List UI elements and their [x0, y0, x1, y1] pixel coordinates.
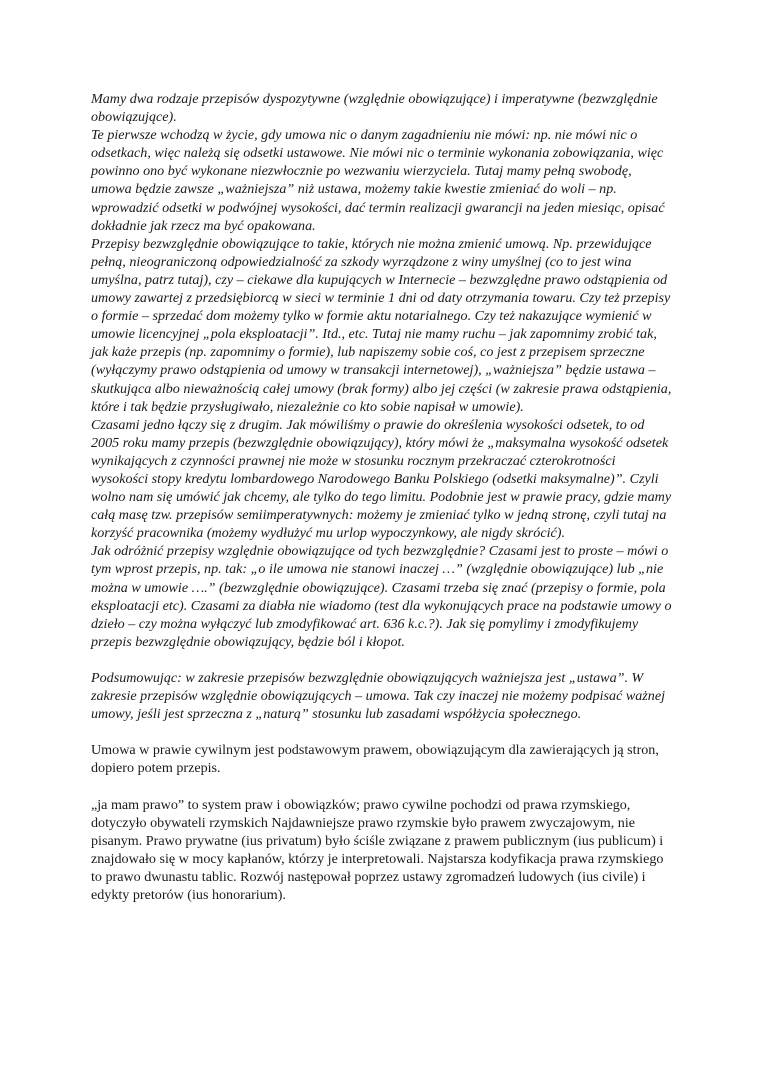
paragraph-distinguishing-rules: Jak odróżnić przepisy względnie obowiązujące od tych bezwzględnie? Czasami jest to proste – mówi o tym wprost przepis, np. tak: „o ile umowa nie stanowi inaczej …” (względnie obowiązujące) lub „nie można w umowie ….” (bezwzględnie obowiązujące). Czasami trzeba się znać (przepisy o formie, pola eksploatacji etc). Czasami za diabła nie wiadomo (test dla wykonujących prace na podstawie umowy o dzieło – czy można wyłączyć lub zmodyfikować art. 636 k.c.?). Jak się pomylimy i zmodyfikujemy przepis bezwzględnie obowiązujący, będzie ból i kłopot.	[91, 543, 672, 650]
paragraph-contract-in-civil-law: Umowa w prawie cywilnym jest podstawowym prawem, obowiązującym dla zawierających ją stron, dopiero potem przepis.	[91, 742, 659, 777]
paragraph-spacer	[91, 723, 675, 741]
paragraph-dispositive-rules: Te pierwsze wchodzą w życie, gdy umowa nic o danym zagadnieniu nie mówi: np. nie mówi nic o odsetkach, więc należą się odsetki ustawowe. Nie mówi nic o terminie wykonania zobowiązania, więc powinno ono być wykonane niezwłocznie po wezwaniu wierzyciela. Tutaj mamy pełną swobodę, umowa będzie zawsze „ważniejsza” niż ustawa, możemy takie kwestie zmieniać do woli – np. wprowadzić odsetki w podwójnej wysokości, dać termin realizacji gwarancji na jeden miesiąc, opisać dokładnie jak rzecz ma być opakowana.	[91, 127, 665, 234]
paragraph-rule-types: Mamy dwa rodzaje przepisów dyspozytywne (względnie obowiązujące) i imperatywne (bezwzględnie obowiązujące).	[91, 91, 658, 126]
paragraph-summary: Podsumowując: w zakresie przepisów bezwzględnie obowiązujących ważniejsza jest „ustawa”. W zakresie przepisów względnie obowiązujących – umowa. Tak czy inaczej nie możemy podpisać ważnej umowy, jeśli jest sprzeczna z „naturą” stosunku lub zasadami współżycia społecznego.	[91, 670, 665, 723]
paragraph-spacer	[91, 778, 675, 796]
paragraph-imperative-rules: Przepisy bezwzględnie obowiązujące to takie, których nie można zmienić umową. Np. przewidujące pełną, nieograniczoną odpowiedzialność za szkody wyrządzone z winy umyślnej (co to jest wina umyślna, patrz tutaj), czy – ciekawe dla kupujących w Internecie – bezwzględne prawo odstąpienia od umowy zawartej z przedsiębiorcą w sieci w terminie 1 dni od daty otrzymania towaru. Czy też przepisy o formie – sprzedać dom możemy tylko w formie aktu notarialnego. Czy też nakazujące wymienić w umowie licencyjnej „pola eksploatacji”. Itd., etc. Tutaj nie mamy ruchu – jak zapomnimy zrobić tak, jak każe przepis (np. zapomnimy o formie), lub napiszemy sobie coś, co jest z przepisem sprzeczne (wyłączymy prawo odstąpienia od umowy w transakcji internetowej), „ważniejsza” będzie ustawa – skutkująca albo nieważnością całej umowy (brak formy) albo jej części (w zakresie prawa odstąpienia, które i tak będzie przysługiwało, niezależnie co kto sobie napisał w umowie).	[91, 235, 672, 415]
document-page	[91, 90, 675, 904]
paragraph-roman-law: „ja mam prawo” to system praw i obowiązków; prawo cywilne pochodzi od prawa rzymskiego, dotyczyło obywateli rzymskich Najdawniejsze prawo rzymskie było prawem zwyczajowym, nie pisanym. Prawo prywatne (ius privatum) było ściśle związane z prawem publicznym (ius publicum) i znajdowało się w mocy kapłanów, którzy je interpretowali. Najstarsza kodyfikacja prawa rzymskiego to prawo dwunastu tablic. Rozwój następował poprzez ustawy zgromadzeń ludowych (ius civile) i edykty pretorów (ius honorarium).	[91, 796, 664, 904]
paragraph-spacer	[91, 651, 675, 669]
paragraph-combined-rules: Czasami jedno łączy się z drugim. Jak mówiliśmy o prawie do określenia wysokości odsetek, to od 2005 roku mamy przepis (bezwzględnie obowiązujący), który mówi że „maksymalna wysokość odsetek wynikających z czynności prawnej nie może w stosunku rocznym przekraczać czterokrotności wysokości stopy kredytu lombardowego Narodowego Banku Polskiego (odsetki maksymalne)”. Czyli wolno nam się umówić jak chcemy, ale tylko do tego limitu. Podobnie jest w prawie pracy, gdzie mamy całą masę tzw. przepisów semiimperatywnych: możemy je zmieniać tylko w jedną stronę, czyli tutaj na korzyść pracownika (możemy wydłużyć mu urlop wypoczynkowy, ale nigdy skrócić).	[91, 416, 672, 542]
